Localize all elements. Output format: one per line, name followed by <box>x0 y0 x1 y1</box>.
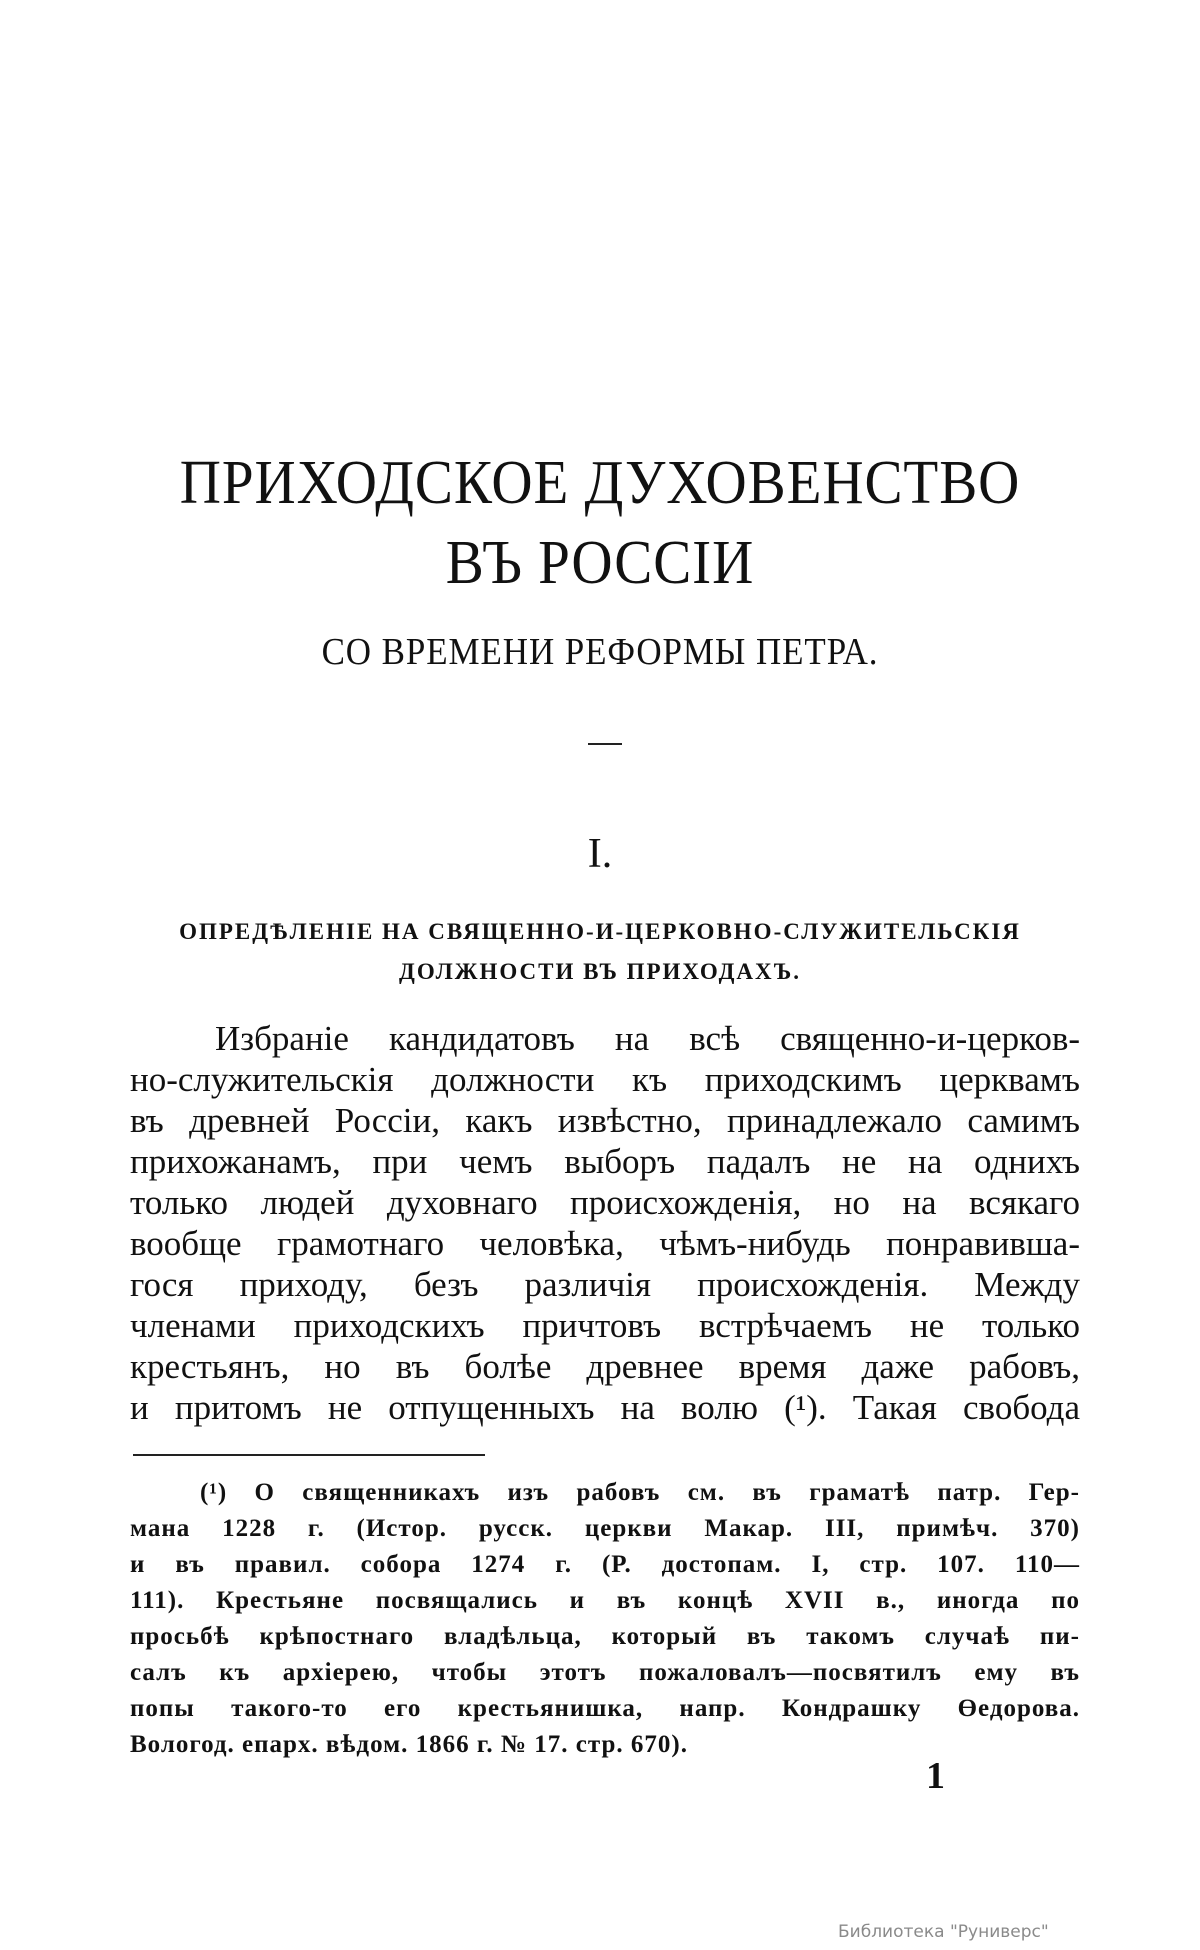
body-line: вообще грамотнаго человѣка, чѣмъ-нибудь понравивша- <box>130 1224 1080 1263</box>
footnote-line: 111). Крестьяне посвящались и въ концѣ XVII в., иногда по <box>130 1587 1080 1614</box>
body-line: въ древней Россіи, какъ извѣстно, принадлежало самимъ <box>130 1101 1080 1140</box>
chapter-number: I. <box>587 831 613 877</box>
body-line: гося приходу, безъ различія происхожденія. Между <box>130 1265 1080 1304</box>
footnote-line: салъ къ архіерею, чтобы этотъ пожаловалъ—посвятилъ ему въ <box>130 1659 1080 1686</box>
title-divider <box>588 743 622 745</box>
footnote-separator <box>133 1454 485 1456</box>
footnote-line: просьбѣ крѣпостнаго владѣльца, который въ такомъ случаѣ пи- <box>130 1623 1080 1650</box>
section-heading <box>130 912 1070 992</box>
footnote-line: мана 1228 г. (Истор. русск. церкви Макар. III, примѣч. 370) <box>130 1515 1080 1542</box>
footnote <box>130 1475 1080 1763</box>
body-paragraph <box>130 1018 1080 1428</box>
footnote-line: Вологод. епарх. вѣдом. 1866 г. № 17. стр. 670). <box>130 1731 688 1758</box>
library-watermark: Библиотека "Руниверс" <box>838 1922 1049 1942</box>
body-line: Избраніе кандидатовъ на всѣ священно-и-церков- <box>215 1019 1080 1058</box>
section-heading-line-2: ДОЛЖНОСТИ ВЪ ПРИХОДАХЪ. <box>399 959 801 984</box>
footnote-line: (¹) О священникахъ изъ рабовъ см. въ граматѣ патр. Гер- <box>200 1479 1080 1506</box>
book-title-line-2: ВЪ РОССІИ <box>445 529 755 597</box>
body-line: только людей духовнаго происхожденія, но на всякаго <box>130 1183 1080 1222</box>
body-line: и притомъ не отпущенныхъ на волю (¹). Такая свобода <box>130 1388 1080 1427</box>
body-line: крестьянъ, но въ болѣе древнее время даже рабовъ, <box>130 1347 1080 1386</box>
body-line: но-служительскія должности къ приходскимъ церквамъ <box>130 1060 1080 1099</box>
book-title-line-1: ПРИХОДСКОЕ ДУХОВЕНСТВО <box>179 449 1021 517</box>
page-number: 1 <box>926 1755 945 1797</box>
body-line: членами приходскихъ причтовъ встрѣчаемъ не только <box>130 1306 1080 1345</box>
body-line: прихожанамъ, при чемъ выборъ падалъ не на однихъ <box>130 1142 1080 1181</box>
book-subtitle: СО ВРЕМЕНИ РЕФОРМЫ ПЕТРА. <box>321 631 879 673</box>
footnote-line: попы такого-то его крестьянишка, напр. Кондрашку Өедорова. <box>130 1695 1080 1722</box>
footnote-line: и въ правил. собора 1274 г. (Р. достопам. I, стр. 107. 110— <box>130 1551 1080 1578</box>
section-heading-line-1: ОПРЕДѢЛЕНІЕ НА СВЯЩЕННО-И-ЦЕРКОВНО-СЛУЖИТЕЛЬСКІЯ <box>179 919 1021 944</box>
